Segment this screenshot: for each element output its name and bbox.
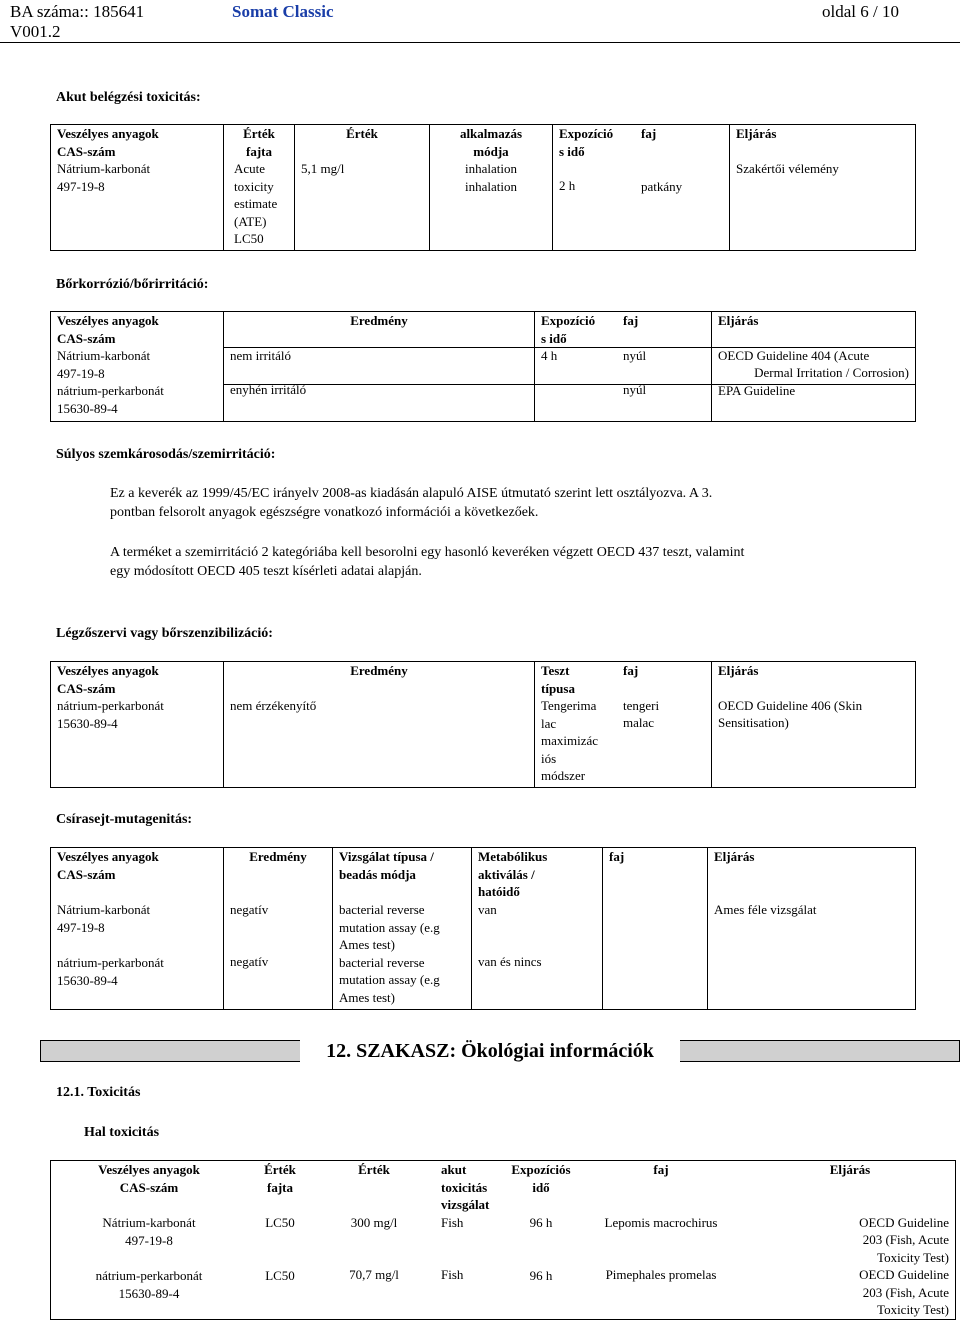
th-cas: CAS-szám bbox=[57, 143, 116, 159]
cell-method: EPA Guideline bbox=[718, 382, 796, 398]
acute-inhal-col-species bbox=[635, 125, 730, 251]
cell-substance: nátrium-perkarbonát bbox=[57, 383, 164, 398]
cell-exposure: 4 h bbox=[541, 348, 558, 363]
th-method: Eljárás bbox=[736, 126, 777, 141]
th-value: Érték bbox=[358, 1162, 390, 1177]
eye-paragraph-2 bbox=[110, 543, 900, 581]
th-species: faj bbox=[609, 849, 625, 864]
th-value-type-2: fajta bbox=[246, 143, 272, 159]
skin-col-exposure bbox=[535, 312, 618, 422]
cell-test: Ames test) bbox=[339, 937, 395, 952]
cell-result: negatív bbox=[230, 954, 269, 969]
acute-inhal-col-method bbox=[730, 125, 916, 251]
eye-para1-line: pontban felsorolt anyagok egészségre vonatkozó információi a következőek. bbox=[110, 505, 539, 520]
cell-species: nyúl bbox=[623, 382, 647, 397]
th-test-1: Vizsgálat típusa / bbox=[339, 849, 434, 864]
cell-method: Toxicity Test) bbox=[877, 1249, 949, 1265]
th-result: Eredmény bbox=[249, 849, 307, 864]
cell-value: 5,1 mg/l bbox=[301, 160, 345, 176]
th-exposure-2: s idő bbox=[559, 143, 585, 159]
sens-col-species bbox=[617, 662, 712, 788]
th-type-1: Érték bbox=[264, 1162, 296, 1177]
th-method: Eljárás bbox=[714, 849, 755, 864]
section-12-title: 12. SZAKASZ: Ökológiai információk bbox=[300, 1037, 680, 1065]
muta-col-method bbox=[708, 848, 916, 1010]
cell-method: Sensitisation) bbox=[718, 715, 789, 730]
eye-para2-line: egy módosított OECD 405 teszt kísérleti adatai alapján. bbox=[110, 564, 422, 579]
th-result: Eredmény bbox=[350, 313, 408, 328]
cell-route: inhalation bbox=[465, 178, 517, 194]
cell-cas: 497-19-8 bbox=[57, 365, 105, 381]
cell-test: módszer bbox=[541, 768, 586, 783]
cell-species: patkány bbox=[641, 178, 683, 194]
th-activation-3: hatóidő bbox=[478, 884, 520, 899]
th-species: faj bbox=[623, 313, 639, 328]
fish-col-value bbox=[313, 1161, 435, 1320]
th-method: Eljárás bbox=[718, 663, 759, 678]
fish-col-method bbox=[745, 1161, 956, 1320]
cell-result: enyhén irritáló bbox=[230, 382, 307, 397]
cell-substance: Nátrium-karbonát bbox=[102, 1215, 196, 1230]
th-exposure-2: s idő bbox=[541, 330, 567, 346]
cell-exposure: 96 h bbox=[529, 1267, 553, 1283]
cell-cas: 497-19-8 bbox=[57, 178, 105, 194]
cell-method: OECD Guideline bbox=[859, 1214, 949, 1230]
cell-test: bacterial reverse bbox=[339, 954, 425, 970]
cell-type-line: Acute bbox=[234, 161, 266, 176]
th-test-1: Teszt bbox=[541, 663, 570, 678]
cell-method: 203 (Fish, Acute bbox=[862, 1232, 949, 1247]
acute-inhal-col-route bbox=[430, 125, 553, 251]
th-result: Eredmény bbox=[350, 663, 408, 678]
cell-test: maximizác bbox=[541, 733, 599, 748]
fish-col-test bbox=[435, 1161, 505, 1320]
cell-exposure: 2 h bbox=[559, 178, 576, 193]
cell-method: Szakértői vélemény bbox=[736, 160, 839, 176]
cell-method: OECD Guideline 406 (Skin bbox=[718, 697, 863, 713]
th-test-1: akut bbox=[441, 1162, 467, 1177]
cell-type-line: toxicity bbox=[234, 178, 274, 194]
acute-inhal-col-exposure bbox=[553, 125, 636, 251]
cell-species: nyúl bbox=[623, 347, 647, 363]
th-test-2: toxicitás bbox=[441, 1179, 488, 1195]
th-route-1: alkalmazás bbox=[459, 126, 523, 141]
cell-cas: 15630-89-4 bbox=[57, 972, 118, 988]
th-test-3: vizsgálat bbox=[441, 1197, 490, 1212]
cell-value: 300 mg/l bbox=[350, 1214, 398, 1230]
cell-cas: 15630-89-4 bbox=[57, 715, 118, 731]
cell-result: negatív bbox=[230, 901, 269, 917]
muta-col-species bbox=[603, 848, 708, 1010]
cell-species: Pimephales promelas bbox=[605, 1267, 717, 1282]
cell-method: OECD Guideline 404 (Acute bbox=[718, 347, 870, 363]
cell-substance: nátrium-perkarbonát bbox=[95, 1268, 203, 1283]
acute-inhal-col-value bbox=[295, 125, 430, 251]
cell-type: LC50 bbox=[265, 1215, 295, 1230]
cell-substance: Nátrium-karbonát bbox=[57, 902, 151, 917]
th-substance: Veszélyes anyagok bbox=[57, 126, 159, 141]
cell-species: Lepomis macrochirus bbox=[604, 1214, 718, 1230]
fish-table bbox=[50, 1160, 956, 1320]
fish-col-type bbox=[247, 1161, 313, 1320]
cell-substance: Nátrium-karbonát bbox=[57, 161, 151, 176]
fish-toxicity-title: Hal toxicitás bbox=[84, 1125, 160, 1140]
skin-col-species bbox=[617, 312, 712, 422]
cell-exposure: 96 h bbox=[529, 1215, 553, 1230]
eye-para2-line: A terméket a szemirritáció 2 kategóriába kell besorolni egy hasonló keveréken végzett OECD 437 teszt, valamint bbox=[110, 545, 745, 560]
muta-col-result bbox=[224, 848, 333, 1010]
th-exposure-2: idő bbox=[532, 1179, 550, 1195]
acute-inhal-title: Akut belégzési toxicitás: bbox=[56, 90, 201, 105]
page-number: oldal 6 / 10 bbox=[822, 2, 899, 21]
th-cas: CAS-szám bbox=[57, 330, 116, 346]
sens-col-test bbox=[535, 662, 618, 788]
cell-method: OECD Guideline bbox=[859, 1267, 949, 1282]
skin-col-method bbox=[712, 312, 916, 422]
acute-inhal-col-substance bbox=[51, 125, 224, 251]
th-species: faj bbox=[641, 126, 657, 141]
cell-test: lac bbox=[541, 715, 557, 731]
th-exposure-1: Expozíció bbox=[541, 313, 596, 328]
skin-row-divider bbox=[224, 384, 916, 385]
fish-col-species bbox=[577, 1161, 745, 1320]
eye-para1-line: Ez a keverék az 1999/45/EC irányelv 2008-as kiadásán alapuló AISE útmutató szerint lett osztályozva. A 3. bbox=[110, 486, 713, 501]
sens-col-result bbox=[224, 662, 535, 788]
skin-table bbox=[50, 311, 916, 422]
th-cas: CAS-szám bbox=[57, 866, 116, 882]
cell-cas: 15630-89-4 bbox=[57, 400, 118, 416]
fish-col-substance bbox=[51, 1161, 248, 1320]
th-substance: Veszélyes anyagok bbox=[57, 849, 159, 864]
cell-method: Dermal Irritation / Corrosion) bbox=[754, 365, 909, 380]
th-cas: CAS-szám bbox=[57, 680, 116, 696]
th-method: Eljárás bbox=[829, 1162, 871, 1177]
th-route-2: módja bbox=[473, 143, 509, 159]
cell-method: 203 (Fish, Acute bbox=[862, 1284, 949, 1300]
cell-test: mutation assay (e.g bbox=[339, 919, 440, 935]
muta-col-test bbox=[333, 848, 472, 1010]
skin-title: Bőrkorrózió/bőrirritáció: bbox=[56, 277, 209, 292]
version: V001.2 bbox=[10, 22, 61, 41]
eye-paragraph-1 bbox=[110, 484, 900, 522]
skin-col-result bbox=[224, 312, 535, 422]
cell-species: tengeri bbox=[623, 697, 660, 713]
section-12-1-title: 12.1. Toxicitás bbox=[56, 1085, 141, 1100]
th-species: faj bbox=[653, 1162, 669, 1177]
cell-test: mutation assay (e.g bbox=[339, 972, 440, 987]
acute-inhal-table bbox=[50, 124, 916, 251]
cell-substance: nátrium-perkarbonát bbox=[57, 698, 164, 713]
th-test-2: beadás módja bbox=[339, 866, 416, 882]
fish-col-exposure bbox=[505, 1161, 577, 1320]
skin-col-substance bbox=[51, 312, 224, 422]
cell-result: nem irritáló bbox=[230, 347, 292, 363]
cell-cas: 15630-89-4 bbox=[118, 1285, 180, 1301]
product-name: Somat Classic bbox=[232, 2, 334, 21]
th-substance: Veszélyes anyagok bbox=[57, 663, 159, 678]
th-value: Érték bbox=[346, 126, 378, 141]
muta-col-substance bbox=[51, 848, 224, 1010]
cell-route: inhalation bbox=[465, 161, 517, 176]
cell-method: Ames féle vizsgálat bbox=[714, 901, 817, 917]
sens-col-substance bbox=[51, 662, 224, 788]
cell-activation: van bbox=[478, 901, 497, 917]
cell-test: Tengerima bbox=[541, 698, 597, 713]
muta-title: Csírasejt-mutagenitás: bbox=[56, 812, 193, 827]
th-method: Eljárás bbox=[718, 313, 759, 328]
cell-type: LC50 bbox=[265, 1267, 295, 1283]
cell-test: bacterial reverse bbox=[339, 902, 425, 917]
cell-test: Ames test) bbox=[339, 989, 395, 1005]
th-substance: Veszélyes anyagok bbox=[57, 313, 159, 328]
cell-substance: nátrium-perkarbonát bbox=[57, 955, 164, 970]
sens-col-method bbox=[712, 662, 916, 788]
cell-test: Fish bbox=[441, 1267, 464, 1282]
cell-method: Toxicity Test) bbox=[877, 1302, 949, 1317]
th-activation-1: Metabólikus bbox=[478, 849, 548, 864]
muta-table bbox=[50, 847, 916, 1010]
sens-title: Légzőszervi vagy bőrszenzibilizáció: bbox=[56, 626, 273, 641]
cell-test: Fish bbox=[441, 1214, 464, 1230]
cell-value: 70,7 mg/l bbox=[349, 1267, 399, 1282]
cell-cas: 497-19-8 bbox=[125, 1232, 173, 1248]
header-divider bbox=[0, 42, 960, 43]
th-substance: Veszélyes anyagok bbox=[98, 1162, 200, 1177]
cell-type-line: estimate bbox=[234, 196, 278, 211]
cell-result: nem érzékenyítő bbox=[230, 697, 317, 713]
ba-number: BA száma:: 185641 bbox=[10, 2, 145, 21]
th-cas: CAS-szám bbox=[119, 1179, 179, 1195]
th-activation-2: aktiválás / bbox=[478, 866, 535, 882]
cell-cas: 497-19-8 bbox=[57, 919, 105, 935]
acute-inhal-col-type bbox=[224, 125, 295, 251]
sens-table bbox=[50, 661, 916, 788]
cell-substance: Nátrium-karbonát bbox=[57, 348, 151, 363]
th-exposure-1: Expozíciós bbox=[511, 1162, 571, 1177]
eye-title: Súlyos szemkárosodás/szemirritáció: bbox=[56, 447, 276, 462]
cell-species: malac bbox=[623, 715, 655, 730]
th-test-2: típusa bbox=[541, 680, 575, 696]
th-type-2: fajta bbox=[267, 1179, 293, 1195]
cell-type-line: (ATE) bbox=[234, 213, 267, 229]
th-value-type-1: Érték bbox=[243, 126, 275, 141]
cell-type-line: LC50 bbox=[234, 231, 264, 246]
skin-row-divider bbox=[224, 347, 916, 348]
cell-test: iós bbox=[541, 750, 557, 766]
cell-activation: van és nincs bbox=[478, 954, 542, 969]
th-exposure-1: Expozíció bbox=[559, 126, 614, 141]
th-species: faj bbox=[623, 663, 639, 678]
muta-col-activation bbox=[472, 848, 603, 1010]
